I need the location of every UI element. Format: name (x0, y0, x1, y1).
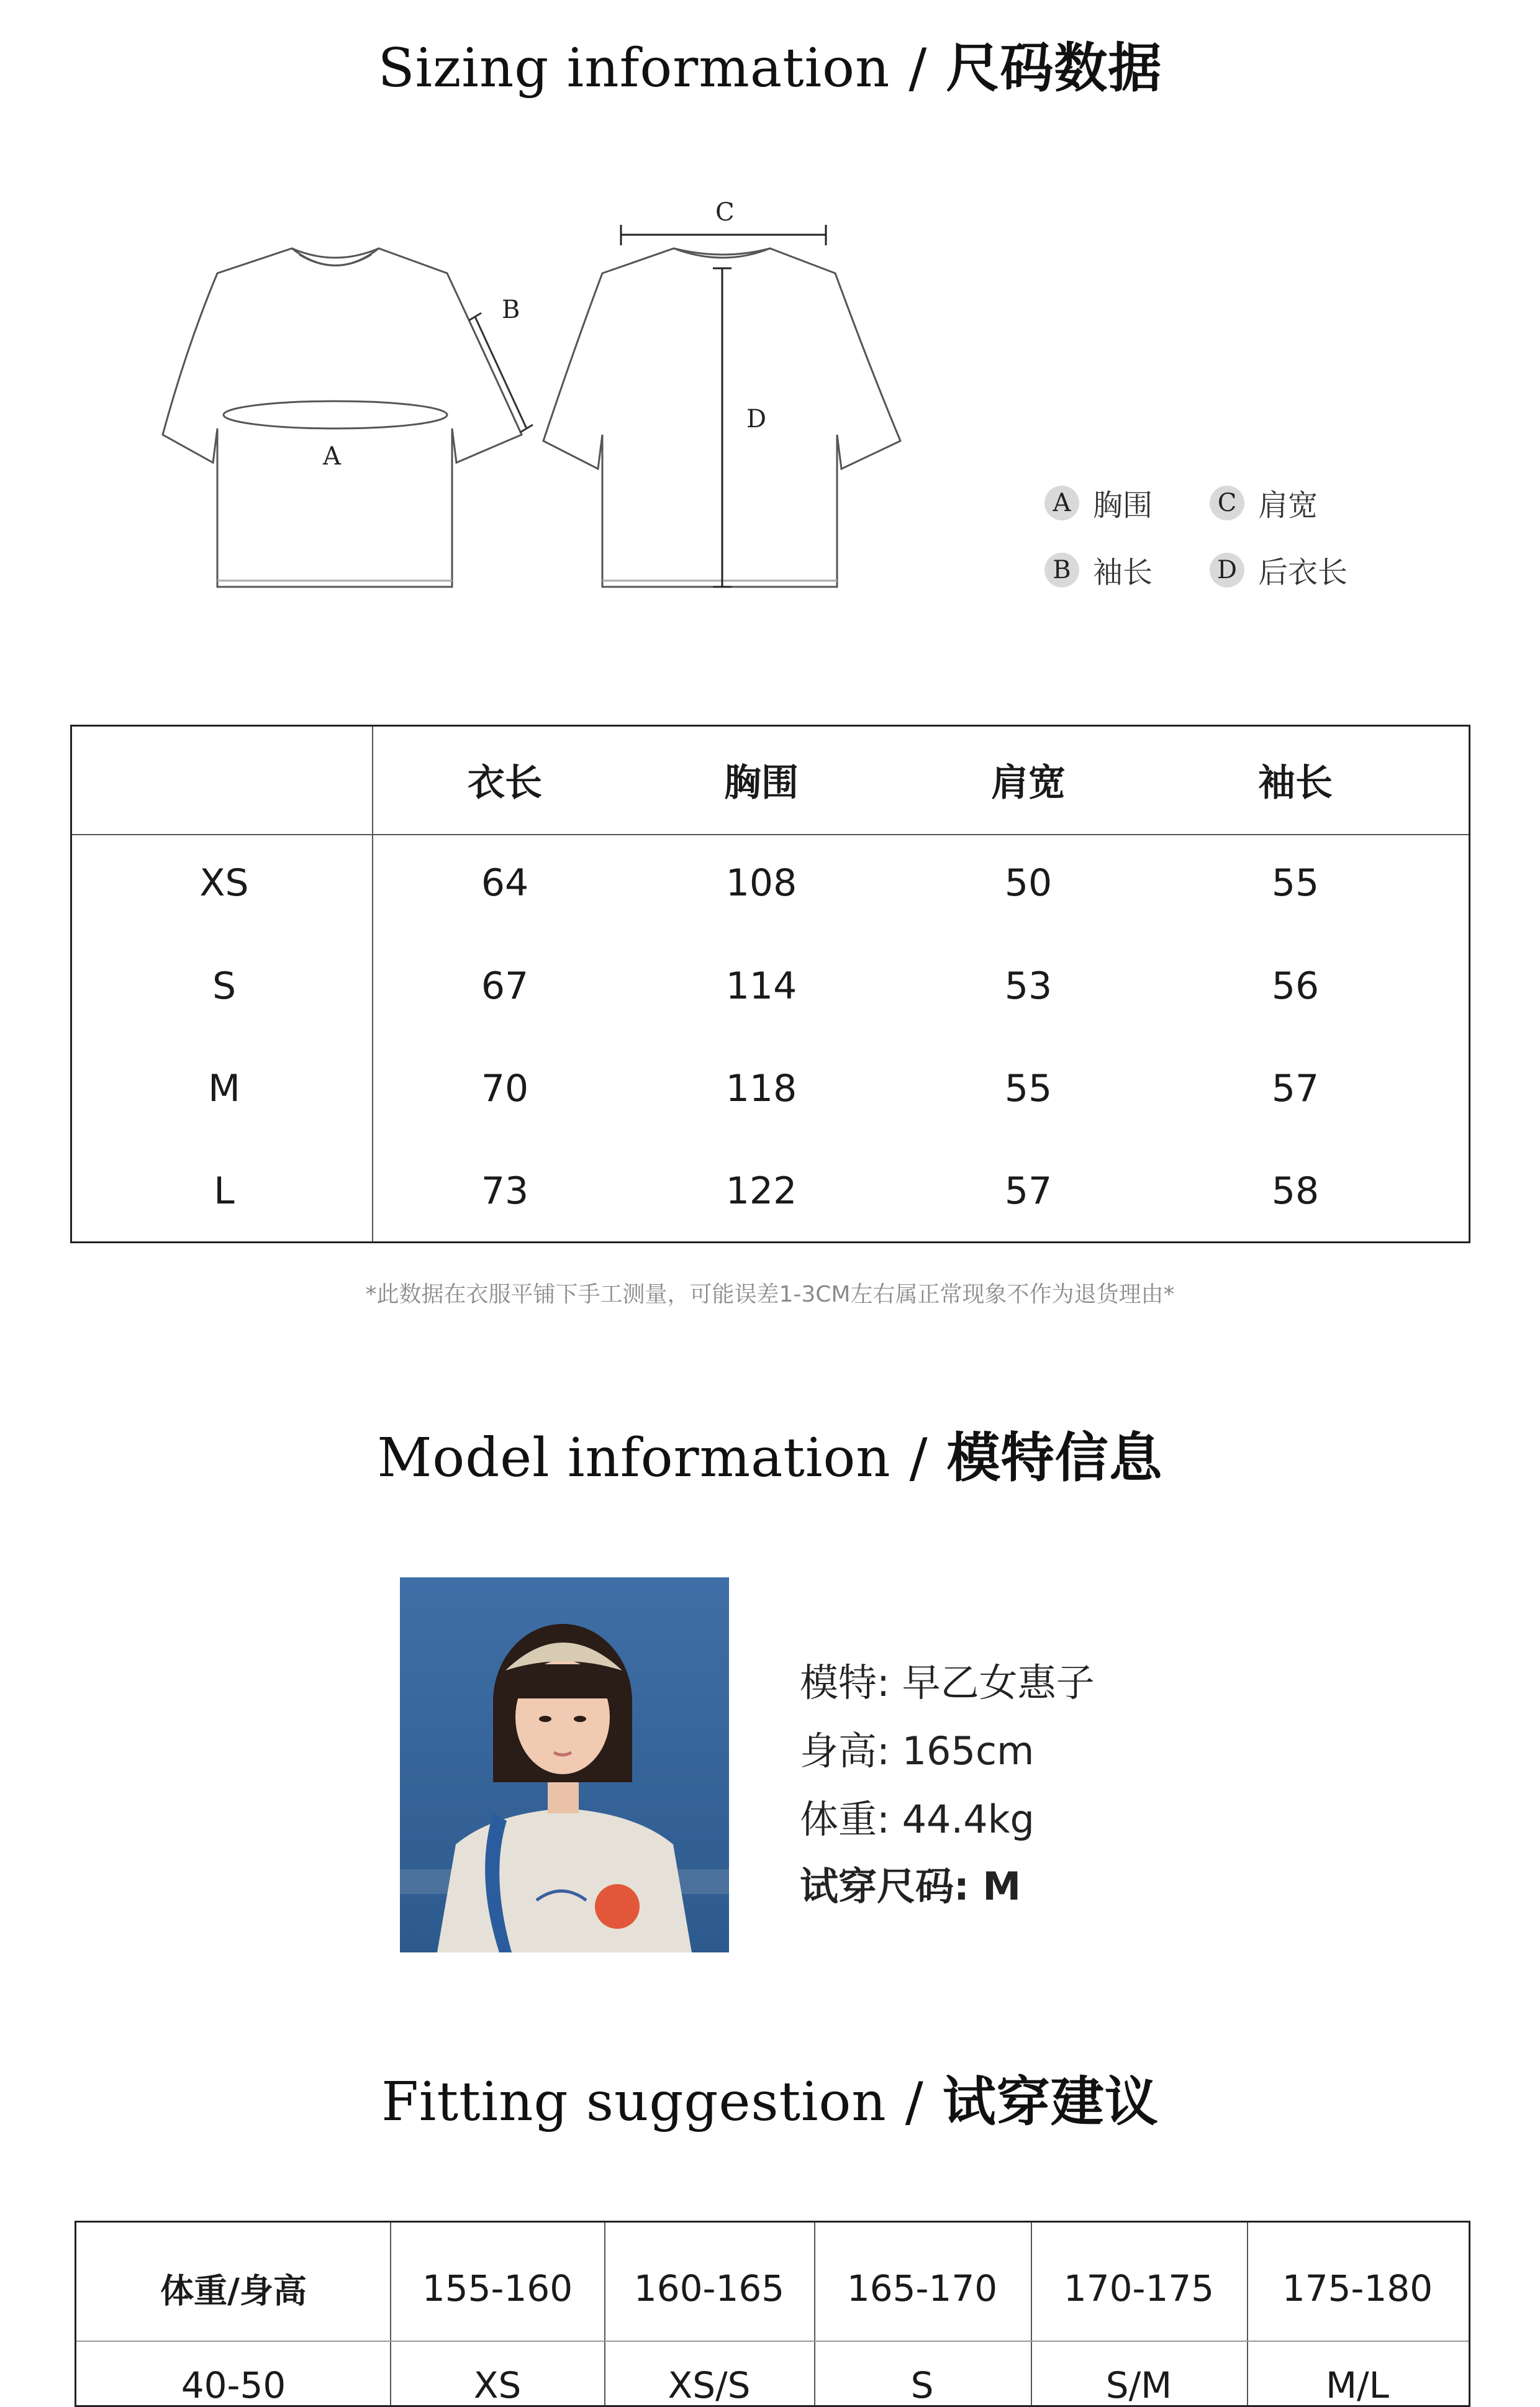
chest-ellipse (224, 401, 447, 428)
fit-cell: XS/S (668, 2364, 751, 2406)
size-cell: 118 (725, 1067, 797, 1110)
size-cell: 64 (481, 861, 529, 905)
legend-item-a (1044, 481, 1153, 524)
model-size-value: M (982, 1864, 1021, 1909)
size-cell: 57 (1004, 1169, 1053, 1213)
legend-badge-a: A (1044, 486, 1079, 520)
size-header-sleeve: 袖长 (1258, 761, 1333, 805)
legend-label-a: 胸围 (1093, 488, 1153, 523)
legend-item-c (1210, 481, 1318, 524)
legend-item-d (1210, 548, 1348, 591)
size-header-shoulder: 肩宽 (991, 761, 1066, 805)
model-title-zh: 模特信息 (946, 1427, 1163, 1489)
model-photo (400, 1577, 729, 1952)
legend-badge-d: D (1210, 553, 1244, 587)
legend-label-d: 后衣长 (1258, 555, 1348, 590)
fit-header: 体重/身高 (160, 2271, 307, 2311)
front-tee-outline (163, 248, 522, 587)
fit-cell: 40-50 (181, 2364, 286, 2406)
size-cell: XS (199, 861, 249, 905)
size-cell: 122 (725, 1169, 797, 1213)
legend-badge-c: C (1210, 486, 1244, 520)
size-cell: 114 (725, 964, 797, 1008)
size-cell: 55 (1004, 1067, 1053, 1110)
fit-cell: S/M (1105, 2364, 1172, 2406)
label-b: B (502, 296, 520, 324)
title-separator: / (909, 1427, 928, 1489)
label-d: D (746, 405, 767, 433)
fit-cell: M/L (1326, 2364, 1389, 2406)
legend-item-b (1044, 548, 1153, 591)
fitting-title (0, 2059, 1540, 2136)
legend-label-c: 肩宽 (1258, 488, 1318, 523)
model-height-label: 身高: (800, 1728, 890, 1774)
fit-header: 160-165 (633, 2267, 785, 2310)
size-header-length: 衣长 (468, 761, 542, 805)
model-weight-value: 44.4kg (902, 1797, 1035, 1842)
size-cell: 108 (725, 861, 797, 905)
fit-header: 155-160 (422, 2267, 573, 2310)
label-c: C (715, 198, 735, 227)
model-weight-row (800, 1788, 1035, 1844)
title-separator: / (908, 37, 928, 99)
model-height-row (800, 1720, 1034, 1775)
sizing-title-en: Sizing information (378, 37, 890, 99)
model-name-row (800, 1652, 1095, 1707)
model-name-value: 早乙女惠子 (902, 1660, 1095, 1705)
fit-table (75, 2221, 1470, 2407)
fit-cell: XS (473, 2364, 522, 2406)
fit-header: 175-180 (1282, 2267, 1433, 2310)
garment-diagram (0, 0, 1540, 621)
fitting-title-en: Fitting suggestion (381, 2071, 887, 2133)
size-cell: 53 (1004, 964, 1053, 1008)
legend-badge-b: B (1044, 553, 1079, 587)
size-cell: 73 (481, 1169, 529, 1213)
label-a: A (323, 442, 341, 471)
model-title-en: Model information (377, 1427, 891, 1489)
sizing-title-zh: 尺码数据 (946, 37, 1162, 99)
title-separator: / (905, 2071, 924, 2133)
model-name-label: 模特: (800, 1660, 890, 1705)
size-cell: 70 (481, 1067, 529, 1110)
size-cell: 57 (1271, 1067, 1320, 1110)
model-title (0, 1415, 1540, 1492)
fitting-title-zh: 试穿建议 (942, 2071, 1159, 2133)
model-weight-label: 体重: (800, 1797, 890, 1842)
size-header-chest: 胸围 (724, 761, 799, 805)
size-cell: 56 (1271, 964, 1320, 1008)
size-cell: 55 (1271, 861, 1320, 905)
fit-cell: S (910, 2364, 934, 2406)
size-table (70, 725, 1470, 1243)
model-size-label: 试穿尺码: (800, 1864, 969, 1909)
legend-label-b: 袖长 (1093, 555, 1153, 590)
model-size-row (800, 1856, 1021, 1911)
measurement-note: *此数据在衣服平铺下手工测量，可能误差1-3CM左右属正常现象不作为退货理由* (365, 1282, 1175, 1307)
size-cell: L (214, 1169, 235, 1213)
fit-header: 165-170 (846, 2267, 998, 2310)
model-height-value: 165cm (902, 1728, 1035, 1774)
size-cell: 50 (1004, 861, 1053, 905)
fit-header: 170-175 (1063, 2267, 1215, 2310)
size-cell: S (212, 964, 237, 1008)
size-cell: 67 (481, 964, 529, 1008)
size-cell: 58 (1271, 1169, 1320, 1213)
size-cell: M (208, 1067, 240, 1110)
